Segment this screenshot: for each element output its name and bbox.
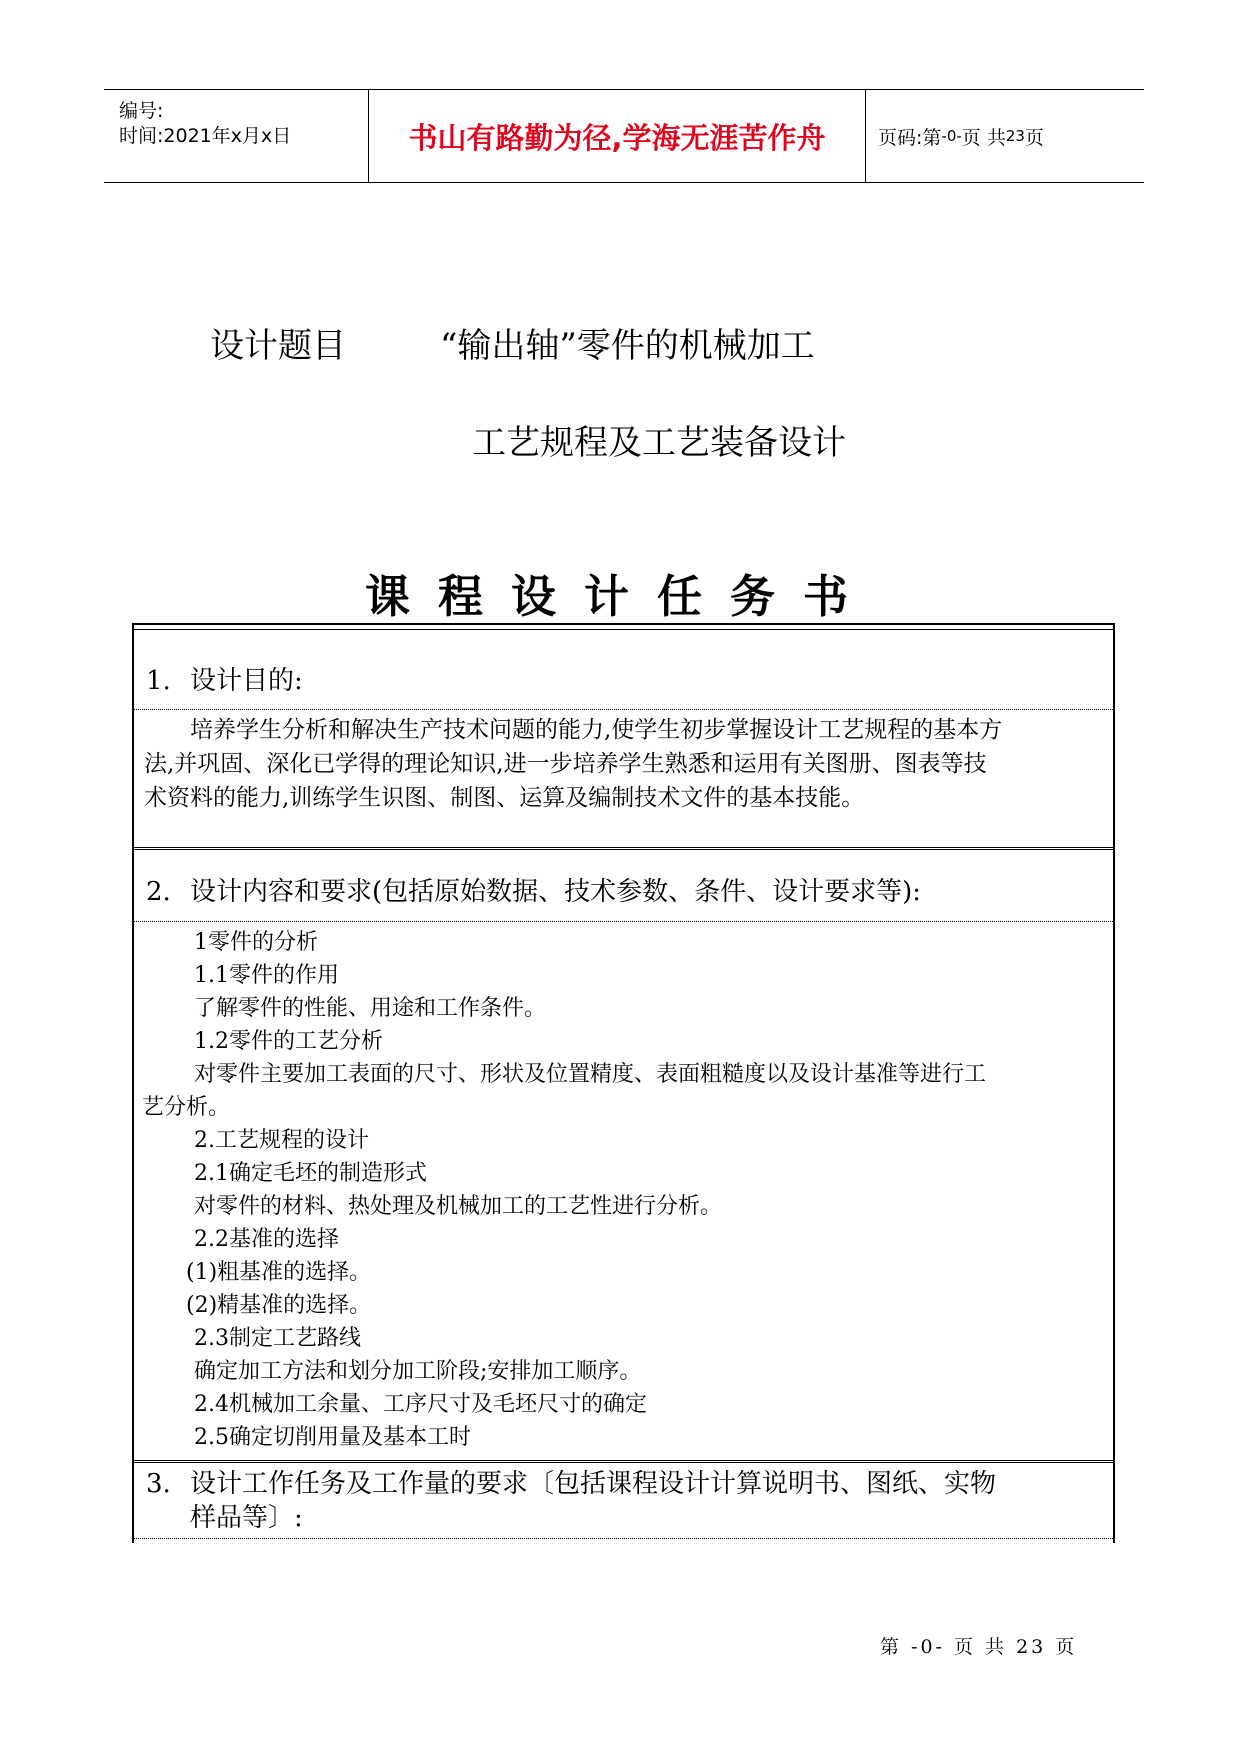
section-2-heading: 2. 设计内容和要求(包括原始数据、技术参数、条件、设计要求等): bbox=[146, 877, 922, 907]
list-item: 2.2基准的选择 bbox=[194, 1227, 339, 1252]
section-1-heading: 1. 设计目的: bbox=[146, 666, 303, 696]
list-item: 确定加工方法和划分加工阶段;安排加工顺序。 bbox=[194, 1359, 642, 1384]
section-2-divider bbox=[134, 921, 1113, 922]
section-1-bottom-rule bbox=[134, 847, 1113, 850]
number-label: 编号: bbox=[119, 100, 164, 122]
page-suffix: 页 共 bbox=[961, 126, 1006, 149]
page-header bbox=[104, 89, 1144, 183]
design-topic-label: 设计题目 bbox=[210, 326, 346, 366]
list-item: 对零件的材料、热处理及机械加工的工艺性进行分析。 bbox=[194, 1194, 723, 1219]
page-footer: 第 -0- 页 共 23 页 bbox=[880, 1636, 1078, 1658]
page-total: 23 bbox=[1005, 127, 1025, 145]
section-3-heading: 3. 设计工作任务及工作量的要求〔包括课程设计计算说明书、图纸、实物 样品等〕: bbox=[146, 1469, 997, 1533]
list-item: 2.4机械加工余量、工序尺寸及毛坯尺寸的确定 bbox=[194, 1392, 647, 1417]
list-item: 1零件的分析 bbox=[194, 930, 318, 955]
list-item: 艺分析。 bbox=[142, 1095, 231, 1120]
table-top-inner-rule bbox=[134, 629, 1113, 630]
list-item: 2.1确定毛坯的制造形式 bbox=[194, 1161, 427, 1186]
list-item: 2.工艺规程的设计 bbox=[194, 1128, 369, 1153]
section-1-line-2: 法,并巩固、深化已学得的理论知识,进一步培养学生熟悉和运用有关图册、图表等技 bbox=[144, 751, 987, 777]
list-item: 1.1零件的作用 bbox=[194, 963, 339, 988]
section-3-line-1: 设计工作任务及工作量的要求〔包括课程设计计算说明书、图纸、实物 bbox=[190, 1469, 997, 1499]
list-item: (2)精基准的选择。 bbox=[186, 1293, 372, 1318]
task-table bbox=[132, 623, 1115, 1543]
header-motto: 书山有路勤为径,学海无涯苦作舟 bbox=[369, 90, 866, 182]
list-item: (1)粗基准的选择。 bbox=[186, 1260, 372, 1285]
list-item: 2.3制定工艺路线 bbox=[194, 1326, 361, 1351]
section-2-bottom-rule bbox=[134, 1460, 1113, 1463]
list-item: 了解零件的性能、用途和工作条件。 bbox=[194, 996, 547, 1021]
page-prefix: 页码:第 bbox=[878, 126, 942, 149]
section-1-line-3: 术资料的能力,训练学生识图、制图、运算及编制技术文件的基本技能。 bbox=[144, 785, 865, 811]
list-item: 2.5确定切削用量及基本工时 bbox=[194, 1425, 471, 1450]
document-heading: 课程设计任务书 bbox=[364, 570, 876, 623]
page-number: -0- bbox=[941, 127, 962, 145]
section-1-body bbox=[144, 713, 1103, 815]
section-1-divider bbox=[134, 709, 1113, 710]
section-1-line-1: 培养学生分析和解决生产技术问题的能力,使学生初步掌握设计工艺规程的基本方 bbox=[190, 717, 1003, 743]
header-page-info bbox=[866, 90, 1144, 182]
page-end: 页 bbox=[1024, 126, 1044, 149]
list-item: 1.2零件的工艺分析 bbox=[194, 1029, 383, 1054]
design-topic-line-1: “输出轴”零件的机械加工 bbox=[440, 326, 815, 366]
section-3-line-2: 样品等〕: bbox=[190, 1503, 303, 1533]
section-3-divider bbox=[134, 1538, 1113, 1539]
time-label: 时间:2021年x月x日 bbox=[119, 125, 292, 147]
design-topic-line-2: 工艺规程及工艺装备设计 bbox=[472, 423, 846, 463]
list-item: 对零件主要加工表面的尺寸、形状及位置精度、表面粗糙度以及设计基准等进行工 bbox=[194, 1062, 987, 1087]
header-meta bbox=[104, 90, 369, 182]
